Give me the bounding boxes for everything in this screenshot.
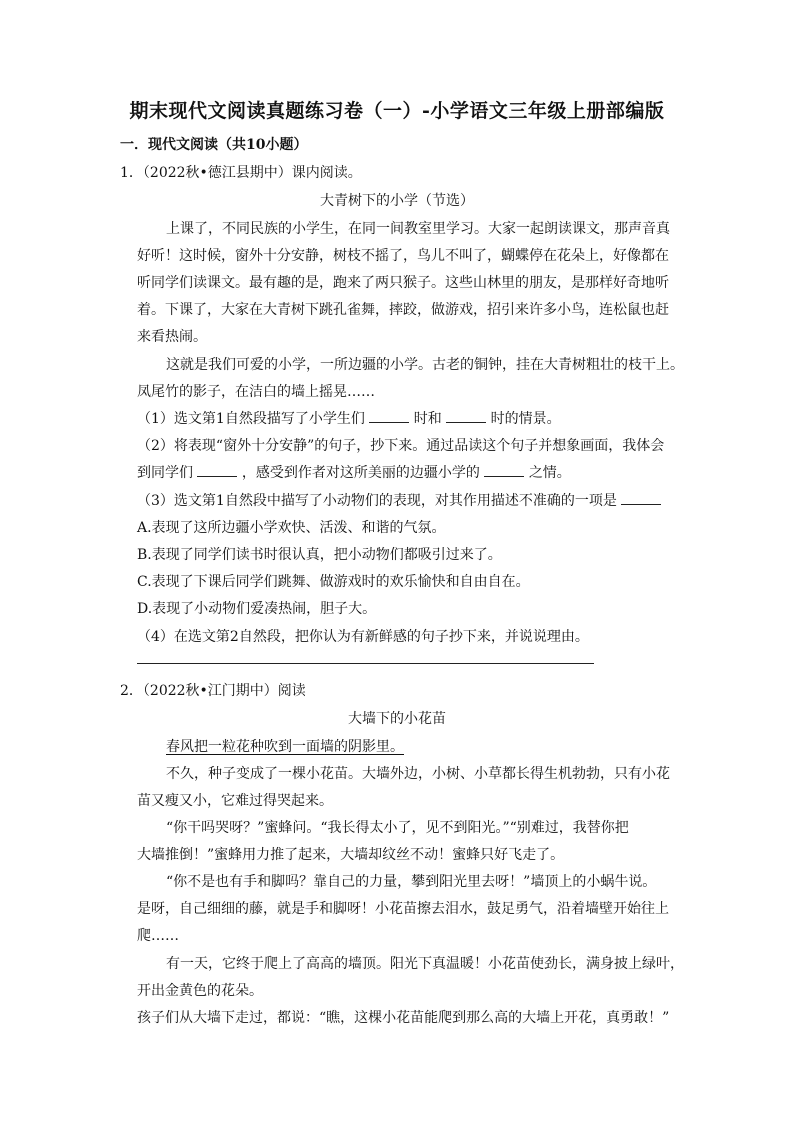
sub-question-text: ，感受到作者对这所美丽的边疆小学的: [241, 465, 480, 481]
answer-blank[interactable]: [369, 410, 409, 423]
option-a: A.表现了这所边疆小学欢快、活泼、和谐的气氛。: [137, 520, 446, 536]
section-heading: 一．现代文阅读（共10小题）: [120, 137, 308, 153]
passage-2-line: 有一天，它终于爬上了高高的墙顶。阳光下真温暖！小花苗使劲长，满身披上绿叶，: [166, 956, 684, 972]
passage-2-line: 爬……: [137, 928, 179, 944]
passage-2-line-underlined: 春风把一粒花种吹到一面墙的阴影里。: [166, 739, 404, 755]
passage-2-line: “你干吗哭呀？”蜜蜂问。“我长得太小了，见不到阳光。”“别难过，我替你把: [166, 820, 629, 836]
question-2-header: 2．（2022秋•江门期中）阅读: [120, 683, 306, 699]
question-1-header: 1．（2022秋•德江县期中）课内阅读。: [120, 165, 362, 181]
passage-2-title: 大墙下的小花苗: [348, 711, 446, 727]
passage-1-line: 着。下课了，大家在大青树下跳孔雀舞，摔跤，做游戏，招引来许多小鸟，连松鼠也赶: [137, 302, 669, 318]
passage-1-line: 听同学们读课文。最有趣的是，跑来了两只猴子。这些山林里的朋友，是那样好奇地听: [137, 275, 669, 291]
page-title: 期末现代文阅读真题练习卷（一）-小学语文三年级上册部编版: [129, 100, 665, 122]
sub-question-3: [137, 490, 661, 510]
sub-question-text: 时和: [413, 411, 442, 427]
passage-1-line: 这就是我们可爱的小学，一所边疆的小学。古老的铜钟，挂在大青树粗壮的枝干上。: [166, 357, 684, 373]
option-b: B.表现了同学们读书时很认真，把小动物们都吸引过来了。: [137, 547, 502, 563]
passage-1-line: 来看热闹。: [137, 329, 207, 345]
sub-question-2-cont: [137, 462, 571, 482]
sub-question-1: [137, 408, 561, 428]
sub-question-text: 时的情景。: [490, 411, 561, 427]
passage-1-line: 好听！这时候，窗外十分安静，树枝不摇了，鸟儿不叫了，蝴蝶停在花朵上，好像都在: [137, 248, 669, 264]
sub-question-2: （2）将表现“窗外十分安静”的句子，抄下来。通过品读这个句子并想象画面，我体会: [137, 438, 665, 454]
passage-2-line: 不久，种子变成了一棵小花苗。大墙外边，小树、小草都长得生机勃勃，只有小花: [166, 766, 670, 782]
passage-2-line: 大墙推倒！”蜜蜂用力推了起来，大墙却纹丝不动！蜜蜂只好飞走了。: [137, 847, 565, 863]
answer-blank[interactable]: [197, 464, 237, 477]
passage-2-line: 孩子们从大墙下走过，都说：“瞧，这棵小花苗能爬到那么高的大墙上开花，真勇敢！”: [137, 1010, 670, 1026]
passage-2-line: 苗又瘦又小，它难过得哭起来。: [137, 793, 333, 809]
sub-question-4: （4）在选文第2自然段，把你认为有新鲜感的句子抄下来，并说说理由。: [137, 629, 589, 645]
option-c: C.表现了下课后同学们跳舞、做游戏时的欢乐愉快和自由自在。: [137, 574, 530, 590]
sub-question-text: （1）选文第1自然段描写了小学生们: [137, 411, 365, 427]
option-d: D.表现了小动物们爱凑热闹，胆子大。: [137, 601, 377, 617]
answer-blank[interactable]: [446, 410, 486, 423]
passage-1-line: 凤尾竹的影子，在洁白的墙上摇晃……: [137, 384, 375, 400]
answer-blank[interactable]: [621, 492, 661, 505]
sub-question-text: 之情。: [528, 465, 571, 481]
passage-2-line: 开出金黄色的花朵。: [137, 983, 263, 999]
answer-blank[interactable]: [484, 464, 524, 477]
sub-question-text: 到同学们: [137, 465, 193, 481]
answer-line[interactable]: [137, 663, 594, 664]
sub-question-text: （3）选文第1自然段中描写了小动物们的表现，对其作用描述不准确的一项是: [137, 493, 617, 509]
passage-2-line: 是呀，自己细细的藤，就是手和脚呀！小花苗擦去泪水，鼓足勇气，沿着墙壁开始往上: [137, 901, 669, 917]
passage-1-line: 上课了，不同民族的小学生，在同一间教室里学习。大家一起朗读课文，那声音真: [166, 221, 670, 237]
passage-2-line: “你不是也有手和脚吗？靠自己的力量，攀到阳光里去呀！”墙顶上的小蜗牛说。: [166, 874, 657, 890]
passage-1-title: 大青树下的小学（节选）: [320, 193, 474, 209]
